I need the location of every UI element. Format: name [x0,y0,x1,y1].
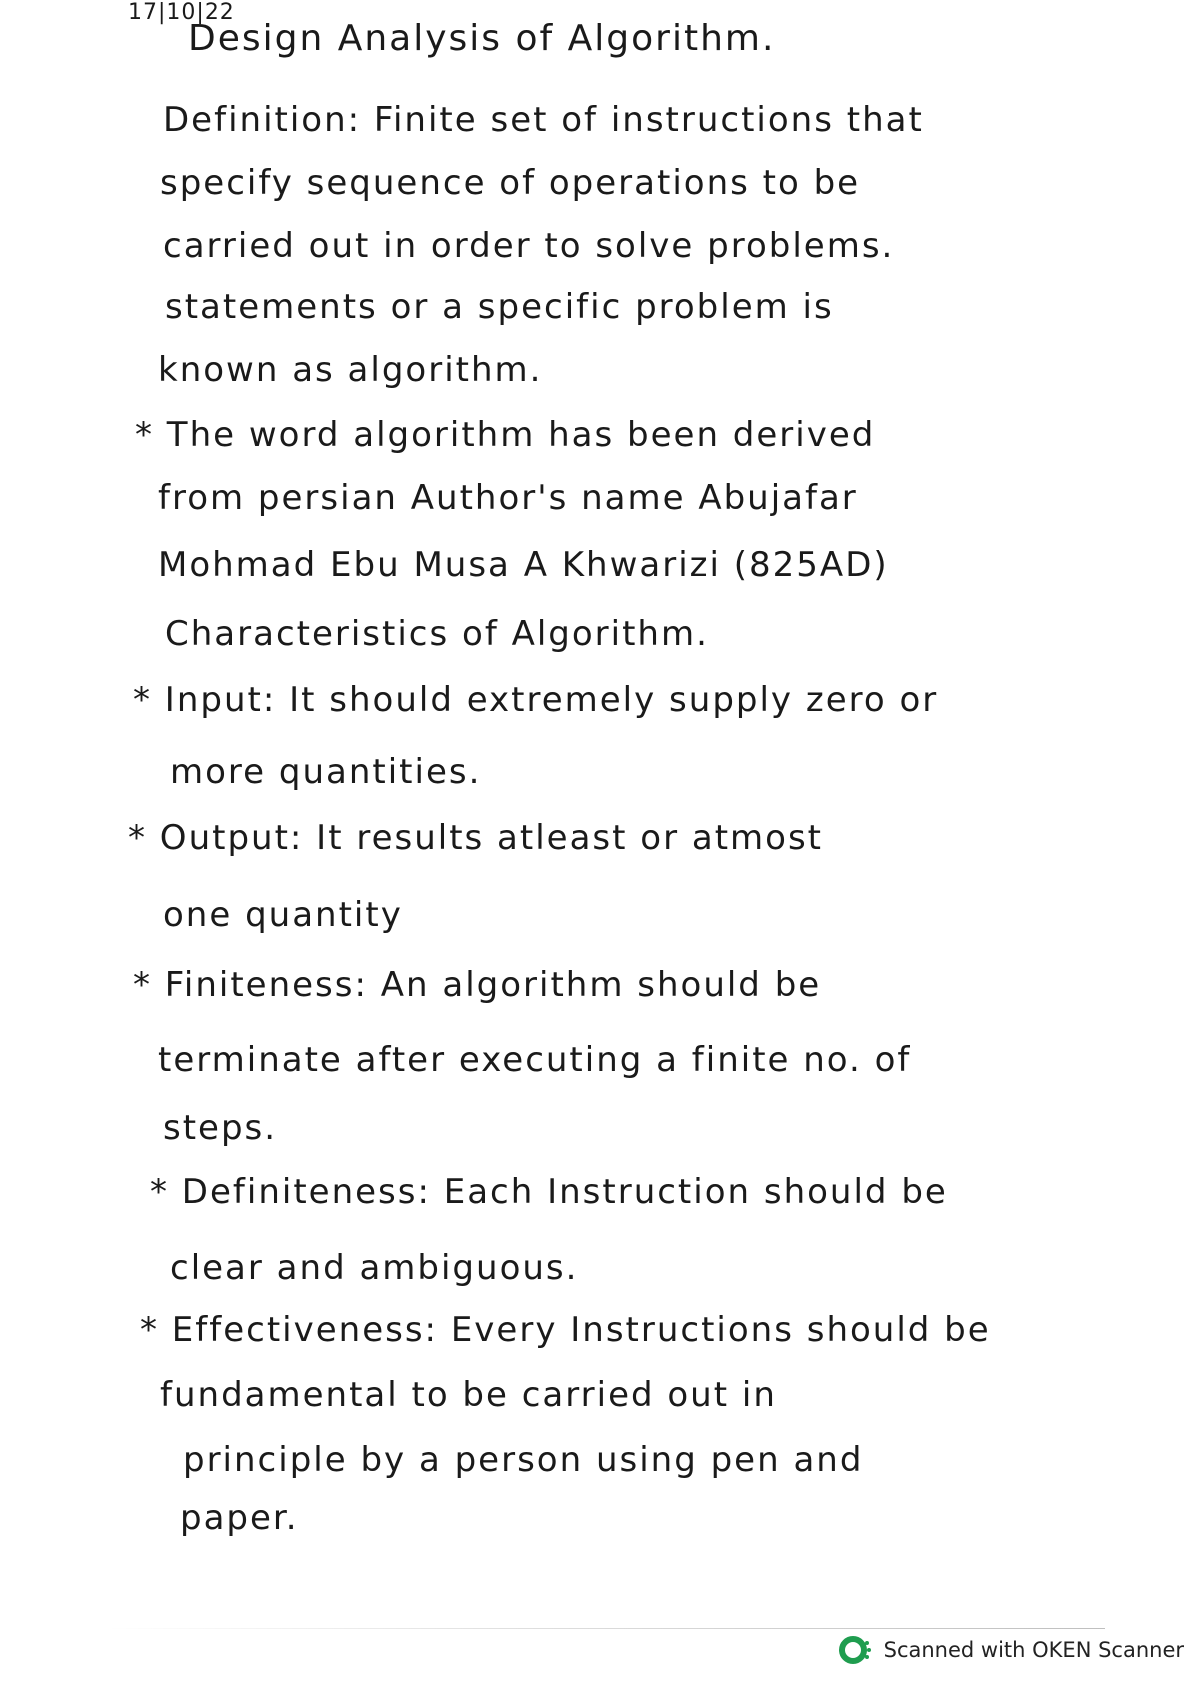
scanner-watermark [838,1632,1184,1668]
scanner-watermark-text: Scanned with OKEN Scanner [883,1638,1184,1662]
note-line-5: known as algorithm. [158,350,543,390]
note-line-16: steps. [163,1108,278,1148]
note-line-22: paper. [180,1498,299,1538]
note-line-9: Characteristics of Algorithm. [165,614,709,654]
note-line-4: statements or a specific problem is [165,287,834,327]
note-title: Design Analysis of Algorithm. [188,18,776,59]
note-line-2: specify sequence of operations to be [160,163,861,203]
oken-scanner-logo-icon [838,1632,874,1668]
note-line-15: terminate after executing a finite no. of [158,1040,912,1080]
note-line-7: from persian Author's name Abujafar [158,478,858,518]
note-line-6: * The word algorithm has been derived [135,415,876,455]
note-line-18: clear and ambiguous. [170,1248,579,1288]
note-line-13: one quantity [163,895,403,935]
note-line-8: Mohmad Ebu Musa A Khwarizi (825AD) [158,545,889,585]
note-line-20: fundamental to be carried out in [160,1375,777,1415]
note-line-19: * Effectiveness: Every Instructions should be [140,1310,991,1350]
note-line-3: carried out in order to solve problems. [163,226,895,266]
note-line-1: Definition: Finite set of instructions that [163,100,924,140]
note-line-21: principle by a person using pen and [183,1440,864,1480]
note-line-17: * Definiteness: Each Instruction should be [150,1172,948,1212]
note-line-12: * Output: It results atleast or atmost [128,818,823,858]
page-edge-shadow [105,1628,1105,1629]
note-line-11: more quantities. [170,752,482,792]
note-date: 17|10|22 [128,0,235,25]
note-line-10: * Input: It should extremely supply zero or [133,680,939,720]
note-line-14: * Finiteness: An algorithm should be [133,965,822,1005]
